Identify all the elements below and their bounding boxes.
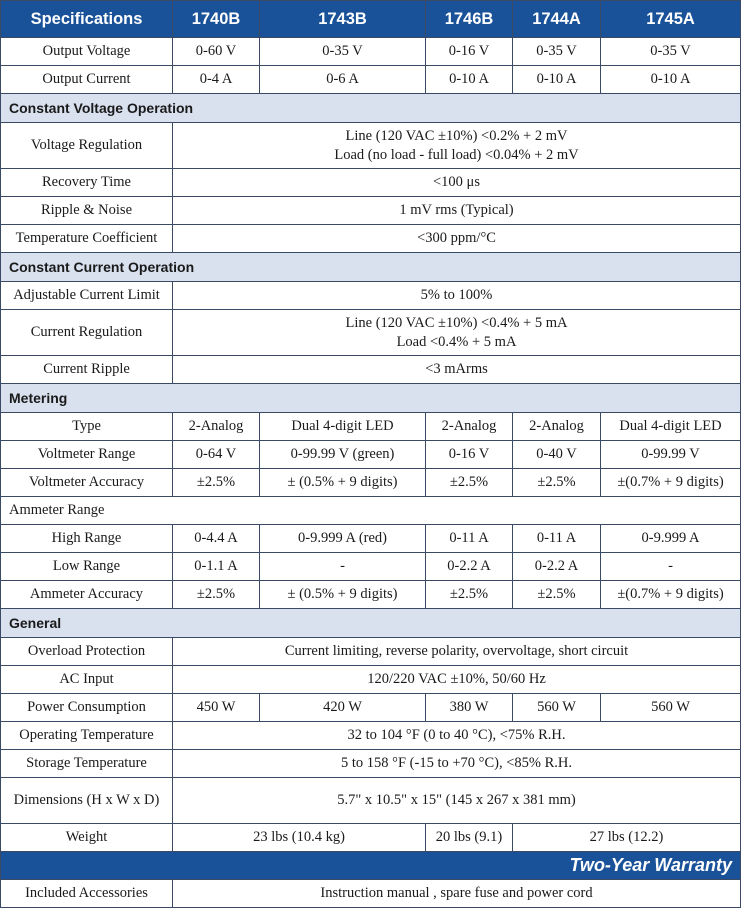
row-label: Power Consumption xyxy=(1,694,173,722)
cell-value: 0-2.2 A xyxy=(426,553,513,581)
cell-value: 2-Analog xyxy=(173,413,260,441)
cell-value: ±(0.7% + 9 digits) xyxy=(601,581,741,609)
current-ripple-row xyxy=(1,356,741,384)
model-1744a-heading: 1744A xyxy=(513,1,601,38)
cell-value: ±2.5% xyxy=(426,469,513,497)
model-1743b-heading: 1743B xyxy=(260,1,426,38)
cell-value: 2-Analog xyxy=(426,413,513,441)
power-consumption-row xyxy=(1,694,741,722)
row-label: Adjustable Current Limit xyxy=(1,282,173,310)
voltmeter-accuracy-row xyxy=(1,469,741,497)
section-heading: General xyxy=(1,609,741,638)
cell-value: 0-4 A xyxy=(173,66,260,94)
overload-protection-row xyxy=(1,638,741,666)
specifications-heading: Specifications xyxy=(1,1,173,38)
row-label: Storage Temperature xyxy=(1,750,173,778)
cell-value: 420 W xyxy=(260,694,426,722)
cell-value: 20 lbs (9.1) xyxy=(426,824,513,852)
cell-value: 5% to 100% xyxy=(173,282,741,310)
cell-value: Current limiting, reverse polarity, overvoltage, short circuit xyxy=(173,638,741,666)
weight-row xyxy=(1,824,741,852)
section-heading: Constant Voltage Operation xyxy=(1,94,741,123)
cell-value: 5 to 158 °F (-15 to +70 °C), <85% R.H. xyxy=(173,750,741,778)
cell-value: 2-Analog xyxy=(513,413,601,441)
voltmeter-range-row xyxy=(1,441,741,469)
cell-value: 0-16 V xyxy=(426,441,513,469)
ammeter-accuracy-row xyxy=(1,581,741,609)
model-1740b-heading: 1740B xyxy=(173,1,260,38)
row-label: Ammeter Accuracy xyxy=(1,581,173,609)
ripple-noise-row xyxy=(1,197,741,225)
cell-value xyxy=(173,123,741,169)
cell-value: 0-4.4 A xyxy=(173,525,260,553)
cell-value: 0-40 V xyxy=(513,441,601,469)
cell-value: 0-99.99 V (green) xyxy=(260,441,426,469)
cell-value: Dual 4-digit LED xyxy=(260,413,426,441)
adjustable-current-limit-row xyxy=(1,282,741,310)
row-label: Voltmeter Range xyxy=(1,441,173,469)
row-label: Type xyxy=(1,413,173,441)
row-label: Temperature Coefficient xyxy=(1,225,173,253)
cell-value: 23 lbs (10.4 kg) xyxy=(173,824,426,852)
cell-value: 5.7" x 10.5" x 15" (145 x 267 x 381 mm) xyxy=(173,778,741,824)
row-label: Overload Protection xyxy=(1,638,173,666)
cell-value: ±2.5% xyxy=(173,581,260,609)
low-range-row xyxy=(1,553,741,581)
cell-value: 0-11 A xyxy=(426,525,513,553)
section-constant-current xyxy=(1,253,741,282)
cell-value: 0-99.99 V xyxy=(601,441,741,469)
cell-value: 0-60 V xyxy=(173,38,260,66)
row-label: Low Range xyxy=(1,553,173,581)
ammeter-range-heading: Ammeter Range xyxy=(1,497,741,525)
voltage-regulation-row xyxy=(1,123,741,169)
cell-value: 0-6 A xyxy=(260,66,426,94)
cell-value: 0-35 V xyxy=(260,38,426,66)
row-label: Current Regulation xyxy=(1,310,173,356)
row-label: Ripple & Noise xyxy=(1,197,173,225)
current-regulation-row xyxy=(1,310,741,356)
cell-value: ±2.5% xyxy=(173,469,260,497)
cell-value: 0-35 V xyxy=(513,38,601,66)
cell-value: ± (0.5% + 9 digits) xyxy=(260,469,426,497)
recovery-time-row xyxy=(1,169,741,197)
cell-value: 560 W xyxy=(513,694,601,722)
cell-value: <100 μs xyxy=(173,169,741,197)
row-label: Operating Temperature xyxy=(1,722,173,750)
cell-value: 0-1.1 A xyxy=(173,553,260,581)
cell-value xyxy=(173,310,741,356)
ac-input-row xyxy=(1,666,741,694)
row-label: Voltmeter Accuracy xyxy=(1,469,173,497)
cell-value: <3 mArms xyxy=(173,356,741,384)
cell-value: 560 W xyxy=(601,694,741,722)
section-heading: Constant Current Operation xyxy=(1,253,741,282)
row-label: Recovery Time xyxy=(1,169,173,197)
cell-value: 27 lbs (12.2) xyxy=(513,824,741,852)
model-1745a-heading: 1745A xyxy=(601,1,741,38)
section-metering xyxy=(1,384,741,413)
cell-value: 0-64 V xyxy=(173,441,260,469)
cell-value: 0-10 A xyxy=(426,66,513,94)
cell-value: 0-35 V xyxy=(601,38,741,66)
dimensions-row xyxy=(1,778,741,824)
cell-value: 450 W xyxy=(173,694,260,722)
cell-value: ± (0.5% + 9 digits) xyxy=(260,581,426,609)
warranty-row xyxy=(1,852,741,880)
meter-type-row xyxy=(1,413,741,441)
temperature-coefficient-row xyxy=(1,225,741,253)
model-1746b-heading: 1746B xyxy=(426,1,513,38)
cell-value: Instruction manual , spare fuse and power cord xyxy=(173,880,741,908)
output-current-row xyxy=(1,66,741,94)
header-row xyxy=(1,1,741,38)
load-regulation-text: Load <0.4% + 5 mA xyxy=(396,333,517,350)
row-label: Current Ripple xyxy=(1,356,173,384)
row-label: AC Input xyxy=(1,666,173,694)
row-label: High Range xyxy=(1,525,173,553)
cell-value: 120/220 VAC ±10%, 50/60 Hz xyxy=(173,666,741,694)
cell-value: 0-10 A xyxy=(513,66,601,94)
cell-value: - xyxy=(601,553,741,581)
cell-value: <300 ppm/°C xyxy=(173,225,741,253)
line-regulation-text: Line (120 VAC ±10%) <0.2% + 2 mV xyxy=(345,127,568,144)
cell-value: - xyxy=(260,553,426,581)
line-regulation-text: Line (120 VAC ±10%) <0.4% + 5 mA xyxy=(345,314,568,331)
high-range-row xyxy=(1,525,741,553)
cell-value: 0-16 V xyxy=(426,38,513,66)
cell-value: 0-9.999 A xyxy=(601,525,741,553)
cell-value: ±2.5% xyxy=(513,581,601,609)
load-regulation-text: Load (no load - full load) <0.04% + 2 mV xyxy=(334,146,579,163)
cell-value: 0-11 A xyxy=(513,525,601,553)
cell-value: 0-9.999 A (red) xyxy=(260,525,426,553)
section-constant-voltage xyxy=(1,94,741,123)
cell-value: ±(0.7% + 9 digits) xyxy=(601,469,741,497)
cell-value: 0-2.2 A xyxy=(513,553,601,581)
cell-value: ±2.5% xyxy=(426,581,513,609)
output-voltage-row xyxy=(1,38,741,66)
row-label: Weight xyxy=(1,824,173,852)
section-general xyxy=(1,609,741,638)
cell-value: ±2.5% xyxy=(513,469,601,497)
warranty-banner: Two-Year Warranty xyxy=(1,852,741,880)
cell-value: 1 mV rms (Typical) xyxy=(173,197,741,225)
included-accessories-row xyxy=(1,880,741,908)
cell-value: 0-10 A xyxy=(601,66,741,94)
section-heading: Metering xyxy=(1,384,741,413)
row-label: Included Accessories xyxy=(1,880,173,908)
row-label: Dimensions (H x W x D) xyxy=(1,778,173,824)
operating-temperature-row xyxy=(1,722,741,750)
ammeter-range-row xyxy=(1,497,741,525)
row-label: Output Current xyxy=(1,66,173,94)
storage-temperature-row xyxy=(1,750,741,778)
row-label: Output Voltage xyxy=(1,38,173,66)
row-label: Voltage Regulation xyxy=(1,123,173,169)
cell-value: 380 W xyxy=(426,694,513,722)
cell-value: Dual 4-digit LED xyxy=(601,413,741,441)
cell-value: 32 to 104 °F (0 to 40 °C), <75% R.H. xyxy=(173,722,741,750)
